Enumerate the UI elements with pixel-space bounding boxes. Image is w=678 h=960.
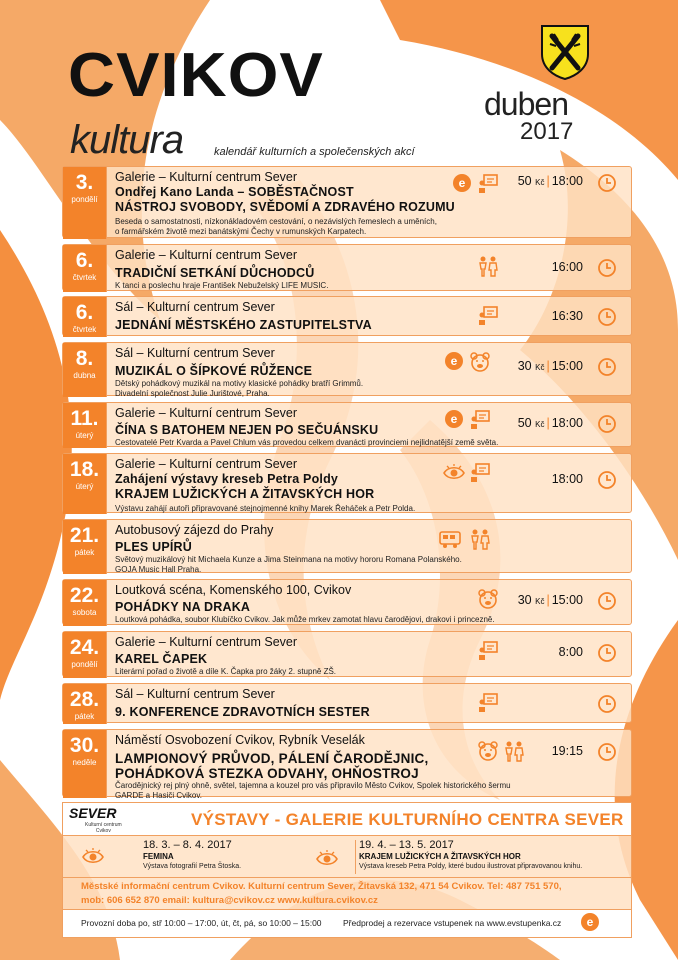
event-venue: Sál – Kulturní centrum Sever — [115, 346, 275, 360]
event-weekday: pondělí — [71, 660, 98, 669]
lecture-icon — [469, 409, 491, 431]
eye-icon — [443, 462, 465, 484]
event-description-line2: o farmářském životě mezi banátskými Čechy v rumunských Karpatech. — [115, 227, 367, 236]
exhibition-name: FEMINA — [143, 852, 174, 861]
bus-icon — [435, 528, 465, 550]
event-date — [63, 403, 107, 448]
exhibition-description: Výstava kreseb Petra Poldy, které budou ilustrovat připravovanou knihu. — [359, 863, 583, 870]
exhibition-dates: 18. 3. – 8. 4. 2017 — [143, 839, 232, 851]
event-row[interactable] — [62, 631, 632, 677]
event-weekday: pátek — [74, 712, 95, 721]
event-row[interactable] — [62, 519, 632, 573]
event-title: ČÍNA S BATOHEM NEJEN PO SEČUÁNSKU — [115, 423, 379, 437]
people-icon — [503, 740, 525, 762]
event-date — [63, 245, 107, 292]
event-row[interactable] — [62, 166, 632, 238]
people-icon — [469, 528, 491, 550]
event-time: 19:15 — [551, 744, 583, 758]
event-title: KAREL ČAPEK — [115, 652, 208, 666]
event-icons — [477, 740, 525, 762]
bear-icon — [477, 588, 499, 610]
event-icons — [477, 640, 499, 662]
event-date — [63, 167, 107, 239]
event-venue: Sál – Kulturní centrum Sever — [115, 687, 275, 701]
clock-icon — [597, 307, 617, 327]
event-price: 30 Kč | 15:00 — [517, 359, 583, 373]
event-day: 28. — [69, 688, 100, 711]
event-day: 22. — [69, 584, 100, 607]
event-description: Beseda o samostatnosti, nízkonákladovém cestování, o nezávislých řemeslech a uměních, — [115, 217, 437, 226]
sever-logo: SEVER — [69, 805, 117, 821]
event-row[interactable] — [62, 453, 632, 513]
event-venue: Sál – Kulturní centrum Sever — [115, 300, 275, 314]
sever-logo-subtitle — [85, 822, 122, 834]
event-title-line2: KRAJEM LUŽICKÝCH A ŽITAVSKÝCH HOR — [115, 487, 375, 501]
event-description-line2: GARDE a Hasiči Cvikov. — [115, 791, 202, 800]
event-day: 30. — [69, 734, 100, 757]
event-description: Výstavu zahájí autoři připravované stejnojmenné knihy Marek Řeháček a Petr Polda. — [115, 504, 416, 513]
bear-icon — [477, 740, 499, 762]
event-title: POHÁDKY NA DRAKA — [115, 600, 251, 614]
event-description: Cestovatelé Petr Kvarda a Pavel Chlum vás provedou celkem dvanácti provinciemi nejlidnatější země světa. — [115, 438, 499, 447]
event-title-line2: NÁSTROJ SVOBODY, SVĚDOMÍ A ZDRAVÉHO ROZUMU — [115, 200, 455, 214]
exhibitions-header — [62, 802, 632, 836]
event-title: LAMPIONOVÝ PRŮVOD, PÁLENÍ ČARODĚJNIC, — [115, 751, 429, 766]
exhibition-name: KRAJEM LUŽICKÝCH A ŽITAVSKÝCH HOR — [359, 852, 521, 861]
bear-icon — [469, 351, 491, 373]
event-day: 11. — [70, 407, 99, 430]
event-venue: Galerie – Kulturní centrum Sever — [115, 635, 298, 649]
event-title: MUZIKÁL O ŠÍPKOVÉ RŮŽENCE — [115, 364, 313, 378]
clock-icon — [597, 357, 617, 377]
presale-info[interactable]: Předprodej a rezervace vstupenek na www.evstupenka.cz — [343, 918, 562, 928]
lecture-icon — [469, 462, 491, 484]
eye-icon — [81, 846, 105, 868]
event-venue: Galerie – Kulturní centrum Sever — [115, 457, 298, 471]
town-crest-icon — [540, 24, 590, 80]
exhibitions-title: VÝSTAVY - GALERIE KULTURNÍHO CENTRA SEVER — [191, 810, 624, 829]
event-row[interactable] — [62, 296, 632, 336]
event-date — [63, 632, 107, 678]
contact-links[interactable]: mob: 606 652 870 email: kultura@cvikov.cz www.kultura.cvikov.cz — [81, 895, 378, 906]
event-title: Zahájení výstavy kreseb Petra Poldy — [115, 472, 339, 486]
event-row[interactable] — [62, 244, 632, 291]
clock-icon — [597, 591, 617, 611]
e-ticket-icon — [579, 912, 601, 934]
event-day: 18. — [69, 458, 100, 481]
event-time: 16:30 — [551, 309, 583, 323]
event-description: Loutková pohádka, soubor Klubíčko Cvikov. Jak může mrkev zamotat hlavu čarodějovi, drakovi i princezně. — [115, 615, 495, 624]
opening-hours-bar — [62, 910, 632, 938]
lecture-icon — [477, 173, 499, 195]
event-time: 18:00 — [551, 472, 583, 486]
event-price: 30 Kč | 15:00 — [517, 593, 583, 607]
svg-text:e: e — [458, 176, 466, 190]
event-icons — [477, 588, 499, 610]
event-description-line2: GOJA Music Hall Praha. — [115, 565, 202, 574]
exhibition-description: Výstava fotografií Petra Štoska. — [143, 863, 242, 870]
svg-text:e: e — [586, 915, 594, 929]
exhibition-divider — [355, 840, 356, 874]
e-ticket-icon — [443, 351, 465, 373]
e-ticket-icon — [451, 173, 473, 195]
month-label: duben — [484, 86, 568, 122]
event-venue: Galerie – Kulturní centrum Sever — [115, 170, 298, 184]
event-row[interactable] — [62, 579, 632, 625]
event-day: 6. — [75, 249, 94, 272]
event-description: K tanci a poslechu hraje František Nebuželský LIFE MUSIC. — [115, 281, 329, 290]
event-date — [63, 343, 107, 397]
event-icons — [451, 173, 499, 195]
event-title: Ondřej Kano Landa – SOBĚSTAČNOST — [115, 185, 354, 199]
event-time: 8:00 — [558, 645, 583, 659]
event-icons — [477, 305, 499, 327]
eye-icon — [315, 848, 339, 870]
year-label: 2017 — [520, 118, 574, 145]
event-date — [63, 730, 107, 798]
event-icons — [443, 351, 491, 373]
svg-text:e: e — [450, 412, 458, 426]
event-date — [63, 684, 107, 724]
clock-icon — [597, 414, 617, 434]
lecture-icon — [477, 692, 499, 714]
event-venue: Autobusový zájezd do Prahy — [115, 523, 274, 537]
event-description: Dětský pohádkový muzikál na motivy klasické pohádky bratří Grimmů. — [115, 379, 364, 388]
event-title: PLES UPÍRŮ — [115, 540, 193, 554]
event-venue: Galerie – Kulturní centrum Sever — [115, 406, 298, 420]
event-weekday: pondělí — [71, 195, 98, 204]
clock-icon — [597, 173, 617, 193]
clock-icon — [597, 643, 617, 663]
event-title: JEDNÁNÍ MĚSTSKÉHO ZASTUPITELSTVA — [115, 318, 372, 332]
event-weekday: dubna — [73, 371, 96, 380]
event-day: 21. — [69, 524, 100, 547]
clock-icon — [597, 694, 617, 714]
clock-icon — [597, 470, 617, 490]
clock-icon — [597, 742, 617, 762]
event-weekday: úterý — [75, 431, 94, 440]
event-date — [63, 520, 107, 574]
event-time: 16:00 — [551, 260, 583, 274]
event-weekday: čtvrtek — [72, 273, 97, 282]
event-price: 50 Kč | 18:00 — [517, 174, 583, 188]
event-price: 50 Kč | 18:00 — [517, 416, 583, 430]
sever-logo-sub2: Cvikov — [95, 828, 111, 834]
event-description: Literární pořad o životě a díle K. Čapka pro žáky 2. stupně ZŠ. — [115, 667, 337, 676]
tagline: kalendář kulturních a společenských akcí — [214, 146, 415, 158]
event-weekday: neděle — [72, 758, 97, 767]
event-icons — [477, 692, 499, 714]
exhibitions-list — [62, 836, 632, 878]
event-weekday: pátek — [74, 548, 95, 557]
event-row[interactable] — [62, 402, 632, 447]
event-row[interactable] — [62, 729, 632, 800]
event-icons — [435, 528, 491, 550]
exhibition-item[interactable] — [359, 839, 582, 871]
event-date — [63, 580, 107, 626]
exhibition-item[interactable] — [143, 839, 241, 871]
event-date — [63, 297, 107, 337]
page-subtitle: kultura — [70, 118, 184, 162]
lecture-icon — [477, 640, 499, 662]
event-venue: Loutková scéna, Komenského 100, Cvikov — [115, 583, 352, 597]
event-row[interactable] — [62, 342, 632, 396]
event-date — [63, 454, 107, 514]
event-icons — [477, 255, 499, 277]
event-row[interactable] — [62, 683, 632, 723]
event-description: Čarodějnický rej plný ohně, světel, tajemna a kouzel pro vás připravilo Město Cvikov, Spolek historického šermu — [115, 781, 511, 790]
svg-text:e: e — [450, 354, 458, 368]
event-day: 24. — [69, 636, 100, 659]
clock-icon — [597, 258, 617, 278]
event-weekday: úterý — [75, 482, 94, 491]
event-day: 3. — [75, 171, 94, 194]
event-description: Světový muzikálový hit Michaela Kunze a Jima Steinmana na motivy hororu Romana Polanského. — [115, 555, 462, 564]
event-venue: Náměstí Osvobození Cvikov, Rybník Veselák — [115, 733, 365, 747]
event-day: 6. — [75, 301, 94, 324]
contact-address: Městské informační centrum Cvikov. Kulturní centrum Sever, Žitavská 132, 471 54 Cvikov. Tel: 487 751 570, — [81, 881, 562, 892]
event-title: 9. KONFERENCE ZDRAVOTNÍCH SESTER — [115, 705, 370, 719]
contact-footer — [62, 878, 632, 910]
event-icons — [443, 409, 491, 431]
exhibition-dates: 19. 4. – 13. 5. 2017 — [359, 839, 454, 851]
sever-logo-sub1: Kulturní centrum — [85, 822, 122, 828]
event-day: 8. — [75, 347, 94, 370]
people-icon — [477, 255, 499, 277]
event-weekday: čtvrtek — [72, 325, 97, 334]
opening-hours: Provozní doba po, stř 10:00 – 17:00, út, čt, pá, so 10:00 – 15:00 — [81, 918, 322, 928]
event-icons — [443, 462, 491, 484]
event-description-line2: Divadelní společnost Julie Jurištové, Praha. — [115, 389, 270, 398]
event-title: TRADIČNÍ SETKÁNÍ DŮCHODCŮ — [115, 266, 315, 280]
lecture-icon — [477, 305, 499, 327]
event-title-line2: POHÁDKOVÁ STEZKA ODVAHY, OHŇOSTROJ — [115, 766, 419, 781]
event-weekday: sobota — [72, 608, 97, 617]
event-venue: Galerie – Kulturní centrum Sever — [115, 248, 298, 262]
page-title: CVIKOV — [68, 41, 324, 110]
e-ticket-icon — [443, 409, 465, 431]
